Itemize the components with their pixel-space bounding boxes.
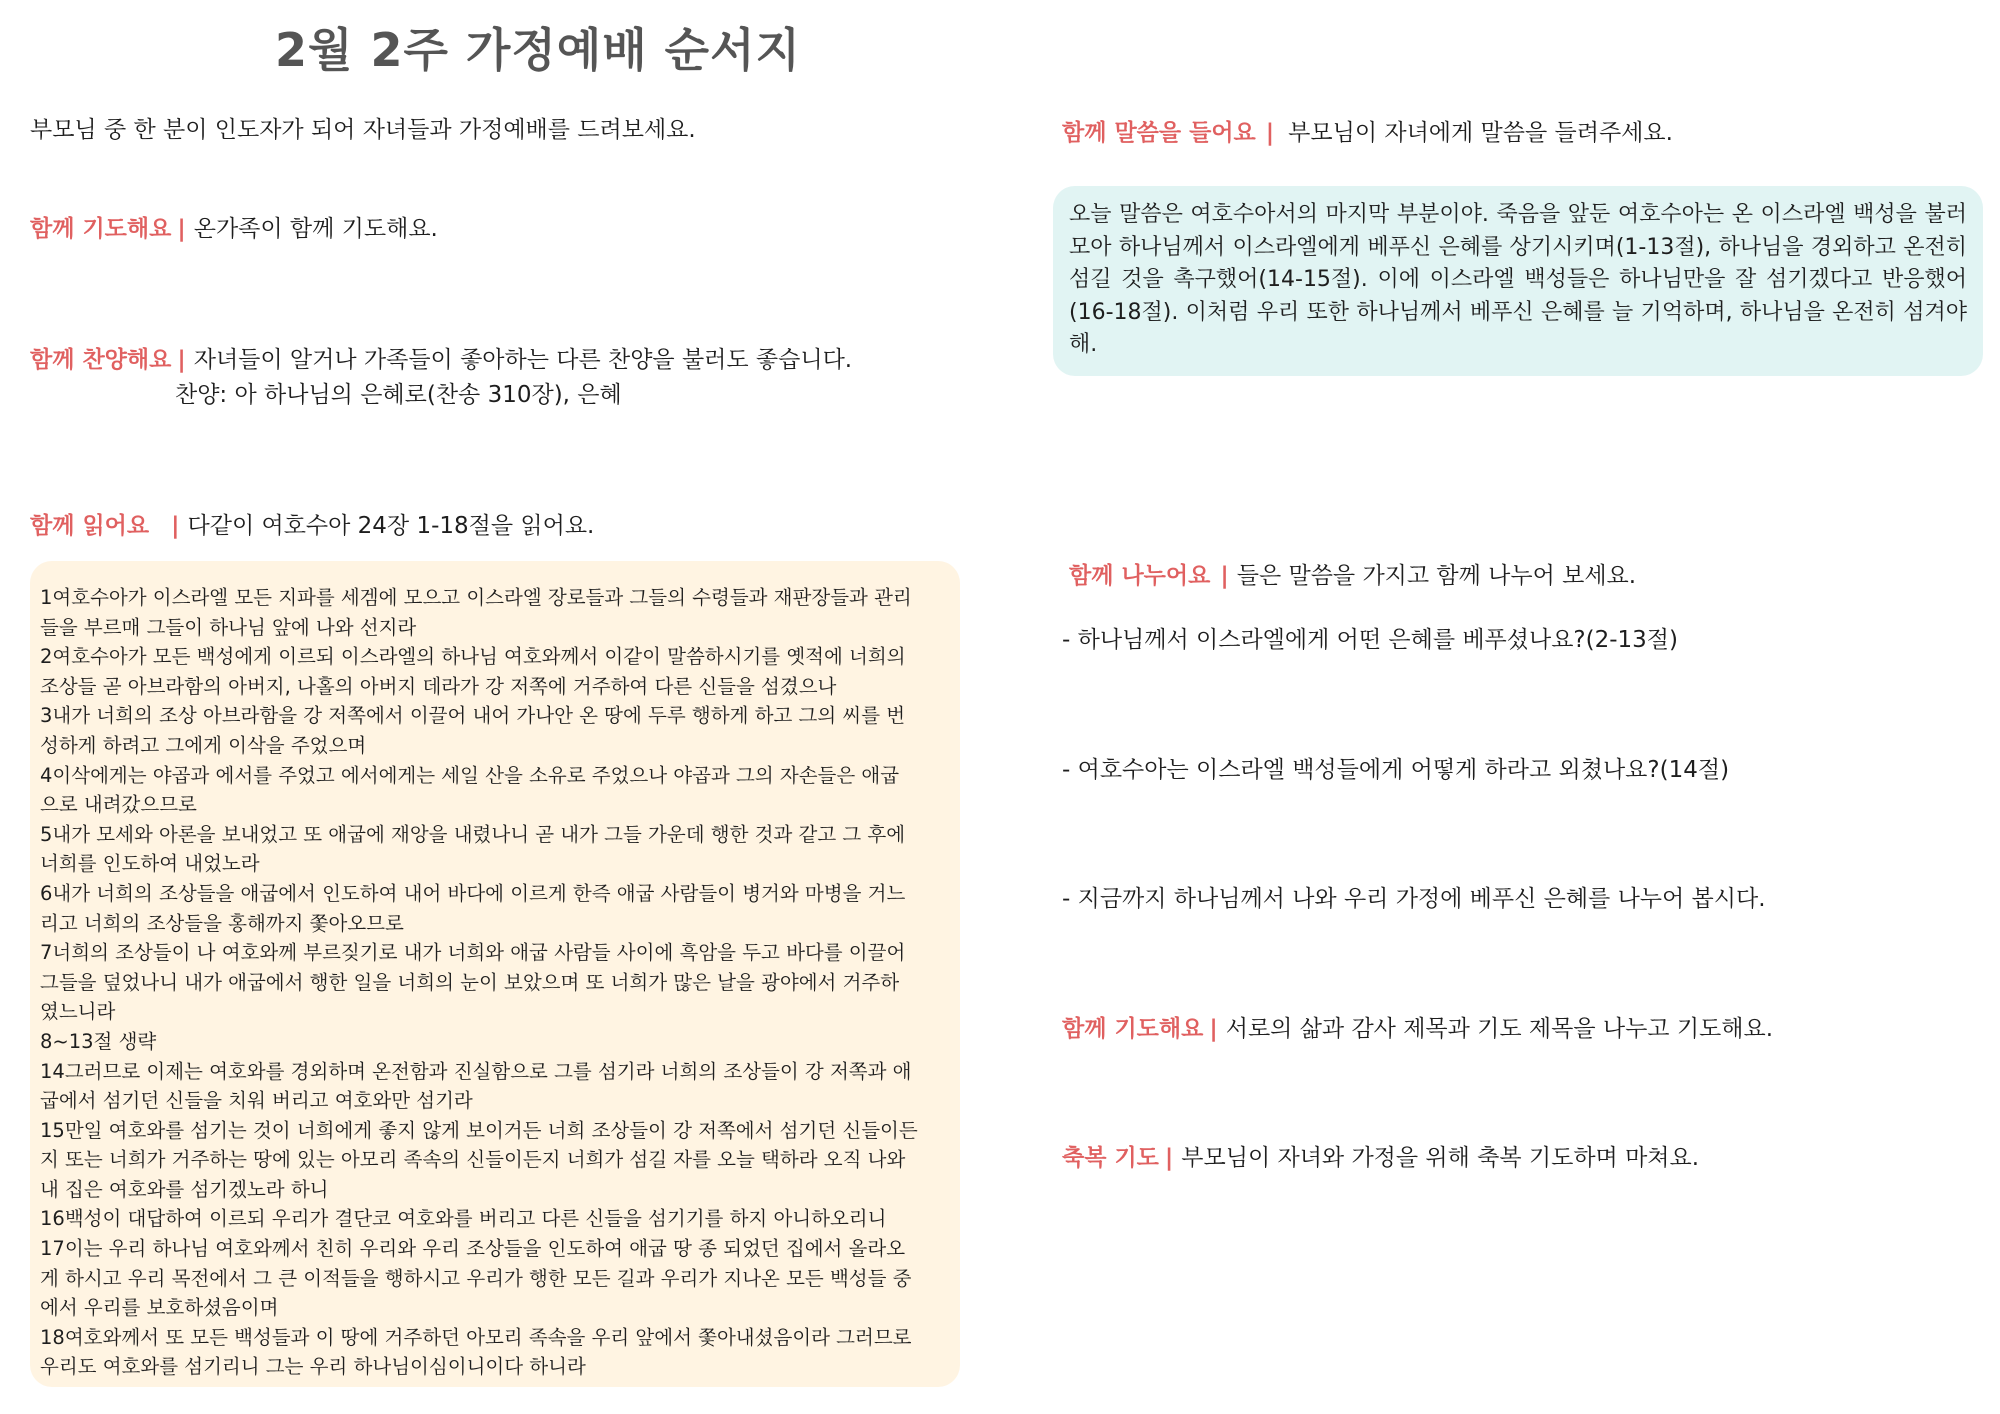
pray2-section — [1062, 1012, 1773, 1046]
pray2-label: 함께 기도해요 — [1062, 1016, 1204, 1042]
praise-label: 함께 찬양해요 — [30, 347, 172, 373]
pray-section — [30, 212, 438, 246]
listen-label: 함께 말씀을 들어요 — [1062, 120, 1256, 146]
share-question-2: - 여호수아는 이스라엘 백성들에게 어떻게 하라고 외쳤나요?(14절) — [1062, 757, 1730, 783]
listen-separator: | — [1265, 120, 1275, 146]
listen-text: 부모님이 자녀에게 말씀을 들려주세요. — [1288, 120, 1673, 146]
scripture-line: 조상들 곧 아브라함의 아버지, 나홀의 아버지 데라가 강 저쪽에 거주하여 다른 신들을 섬겼으나 — [40, 674, 837, 698]
scripture-line: 지 또는 너희가 거주하는 땅에 있는 아모리 족속의 신들이든지 너희가 섬길 자를 오늘 택하라 오직 나와 — [40, 1148, 906, 1172]
scripture-line: 7너희의 조상들이 나 여호와께 부르짖기로 내가 너희와 애굽 사람들 사이에 흑암을 두고 바다를 이끌어 — [40, 941, 906, 965]
share-question-1: - 하나님께서 이스라엘에게 어떤 은혜를 베푸셨나요?(2-13절) — [1062, 627, 1679, 653]
scripture-line: 리고 너희의 조상들을 홍해까지 쫓아오므로 — [40, 911, 404, 935]
share-text: 들은 말씀을 가지고 함께 나누어 보세요. — [1236, 563, 1637, 589]
pray-separator: | — [177, 216, 186, 242]
scripture-line: 였느니라 — [40, 1000, 116, 1024]
share-section — [1069, 559, 1636, 593]
share-question-3: - 지금까지 하나님께서 나와 우리 가정에 베푸신 은혜를 나누어 봅시다. — [1062, 886, 1766, 912]
listen-section — [1062, 116, 1673, 150]
scripture-line: 으로 내려갔으므로 — [40, 793, 197, 817]
scripture-line: 내 집은 여호와를 섬기겠노라 하니 — [40, 1177, 329, 1201]
page-title: 2월 2주 가정예배 순서지 — [275, 23, 801, 77]
share-separator: | — [1220, 563, 1229, 589]
scripture-line: 6내가 너희의 조상들을 애굽에서 인도하여 내어 바다에 이르게 한즉 애굽 사람들이 병거와 마병을 거느 — [40, 881, 906, 905]
sermon-summary-text: 오늘 말씀은 여호수아서의 마지막 부분이야. 죽음을 앞둔 여호수아는 온 이스라엘 백성을 불러 모아 하나님께서 이스라엘에게 베푸신 은혜를 상기시키며(1-13절), 하나님을 경외하고 온전히 섬길 것을 촉구했어(14-15절). 이에 이스라엘 백성들은 하나님만을 잘 섬기겠다고 반응했어(16-18절). 이처럼 우리 또한 하나님께서 베푸신 은혜를 늘 기억하며, 하나님을 온전히 섬겨야 해. — [1069, 202, 1967, 357]
read-section — [30, 509, 594, 543]
bless-section — [1062, 1141, 1699, 1175]
scripture-line: 우리도 여호와를 섬기리니 그는 우리 하나님이심이니이다 하니라 — [40, 1355, 586, 1379]
scripture-line: 에서 우리를 보호하셨음이며 — [40, 1296, 279, 1320]
scripture-line: 2여호수아가 모든 백성에게 이르되 이스라엘의 하나님 여호와께서 이같이 말씀하시기를 옛적에 너희의 — [40, 645, 906, 669]
intro-text: 부모님 중 한 분이 인도자가 되어 자녀들과 가정예배를 드려보세요. — [30, 117, 696, 143]
pray2-text: 서로의 삶과 감사 제목과 기도 제목을 나누고 기도해요. — [1225, 1016, 1774, 1042]
scripture-line: 들을 부르매 그들이 하나님 앞에 나와 선지라 — [40, 615, 417, 639]
scripture-line: 5내가 모세와 아론을 보내었고 또 애굽에 재앙을 내렸나니 곧 내가 그들 가운데 행한 것과 같고 그 후에 — [40, 822, 906, 846]
read-separator: | — [171, 513, 180, 539]
read-label: 함께 읽어요 — [30, 513, 150, 539]
bless-separator: | — [1164, 1145, 1174, 1171]
praise-separator: | — [177, 347, 186, 373]
share-label: 함께 나누어요 — [1069, 563, 1211, 589]
scripture-line: 4이삭에게는 야곱과 에서를 주었고 에서에게는 세일 산을 소유로 주었으나 야곱과 그의 자손들은 애굽 — [40, 763, 900, 787]
pray2-separator: | — [1209, 1016, 1218, 1042]
praise-section — [30, 343, 852, 377]
scripture-line: 14그러므로 이제는 여호와를 경외하며 온전함과 진실함으로 그를 섬기라 너희의 조상들이 강 저쪽과 애 — [40, 1059, 912, 1083]
scripture-line: 15만일 여호와를 섬기는 것이 너희에게 좋지 않게 보이거든 너희 조상들이 강 저쪽에서 섬기던 신들이든 — [40, 1118, 918, 1142]
scripture-box — [30, 561, 960, 1387]
read-text: 다같이 여호수아 24장 1-18절을 읽어요. — [187, 513, 595, 539]
pray-text: 온가족이 함께 기도해요. — [193, 216, 438, 242]
bless-text: 부모님이 자녀와 가정을 위해 축복 기도하며 마쳐요. — [1181, 1145, 1700, 1171]
praise-text: 자녀들이 알거나 가족들이 좋아하는 다른 찬양을 불러도 좋습니다. — [193, 347, 853, 373]
pray-label: 함께 기도해요 — [30, 216, 172, 242]
scripture-line: 3내가 너희의 조상 아브라함을 강 저쪽에서 이끌어 내어 가나안 온 땅에 두루 행하게 하고 그의 씨를 번 — [40, 704, 906, 728]
scripture-line: 성하게 하려고 그에게 이삭을 주었으며 — [40, 733, 367, 757]
bless-label: 축복 기도 — [1062, 1145, 1159, 1171]
scripture-line: 18여호와께서 또 모든 백성들과 이 땅에 거주하던 아모리 족속을 우리 앞에서 쫓아내셨음이라 그러므로 — [40, 1325, 912, 1349]
scripture-line: 게 하시고 우리 목전에서 그 큰 이적들을 행하시고 우리가 행한 모든 길과 우리가 지나온 모든 백성들 중 — [40, 1266, 912, 1290]
praise-song: 찬양: 아 하나님의 은혜로(찬송 310장), 은혜 — [175, 382, 622, 408]
scripture-line: 1여호수아가 이스라엘 모든 지파를 세겜에 모으고 이스라엘 장로들과 그들의 수령들과 재판장들과 관리 — [40, 586, 912, 609]
scripture-line: 8~13절 생략 — [40, 1029, 157, 1053]
sermon-summary-box — [1053, 186, 1983, 376]
scripture-line: 굽에서 섬기던 신들을 치워 버리고 여호와만 섬기라 — [40, 1089, 473, 1113]
scripture-line: 16백성이 대답하여 이르되 우리가 결단코 여호와를 버리고 다른 신들을 섬기기를 하지 아니하오리니 — [40, 1207, 887, 1231]
scripture-line: 너희를 인도하여 내었노라 — [40, 852, 260, 876]
scripture-line: 17이는 우리 하나님 여호와께서 친히 우리와 우리 조상들을 인도하여 애굽 땅 종 되었던 집에서 올라오 — [40, 1237, 906, 1261]
scripture-line: 그들을 덮었나니 내가 애굽에서 행한 일을 너희의 눈이 보았으며 또 너희가 많은 날을 광야에서 거주하 — [40, 970, 900, 994]
